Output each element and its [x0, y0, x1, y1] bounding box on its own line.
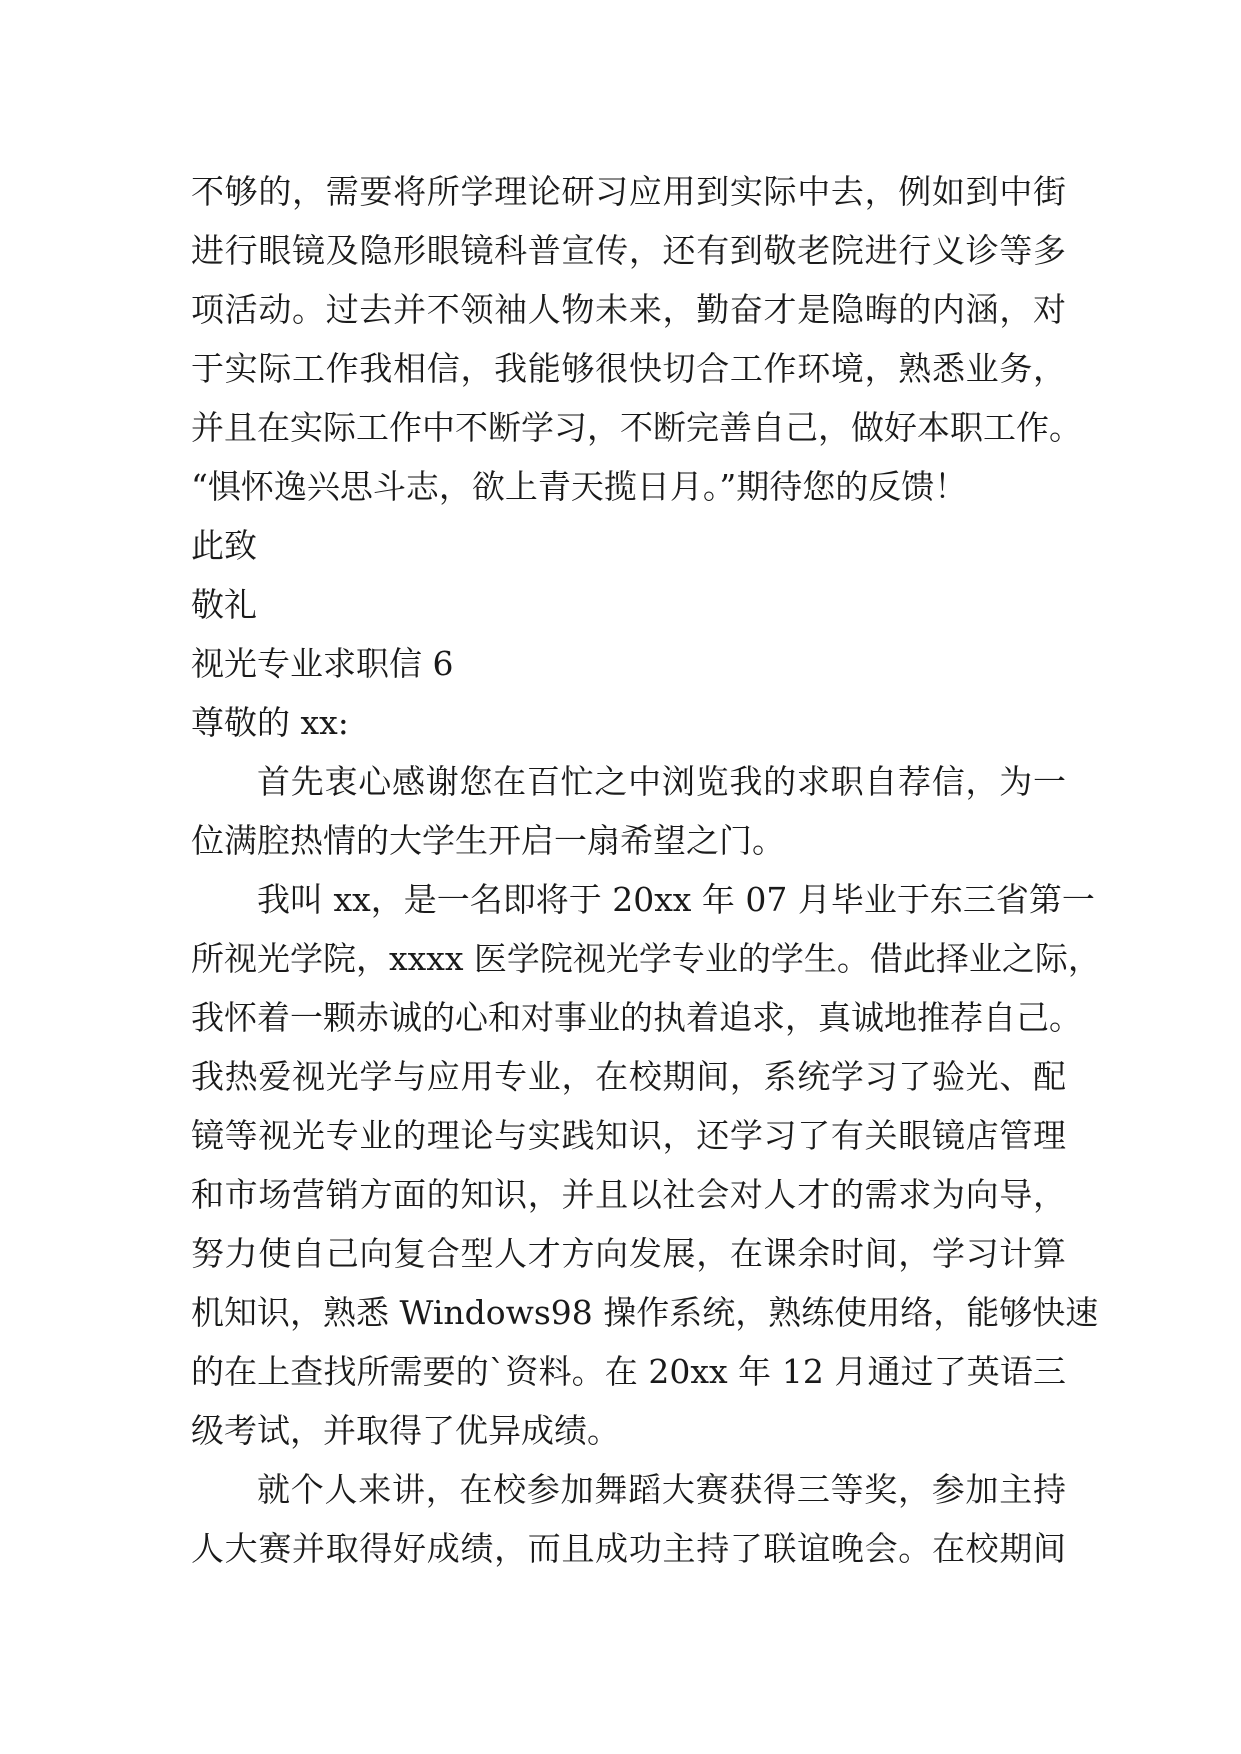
text-line: 级考试，并取得了优异成绩。 — [191, 1411, 620, 1450]
text-line: 我叫 xx，是一名即将于 20xx 年 07 月毕业于东三省第一 — [257, 880, 1095, 919]
text-line: 人大赛并取得好成绩，而且成功主持了联谊晚会。在校期间 — [191, 1529, 1066, 1568]
text-line: 首先衷心感谢您在百忙之中浏览我的求职自荐信，为一 — [257, 762, 1066, 801]
text-line: 的在上查找所需要的`资料。在 20xx 年 12 月通过了英语三 — [191, 1352, 1066, 1391]
text-line: 尊敬的 xx: — [191, 703, 349, 742]
text-line: 敬礼 — [191, 585, 257, 624]
text-line: 就个人来讲，在校参加舞蹈大赛获得三等奖，参加主持 — [257, 1470, 1066, 1509]
text-line: 此致 — [191, 526, 257, 565]
text-line: 努力使自己向复合型人才方向发展，在课余时间，学习计算 — [191, 1234, 1066, 1273]
text-line: 项活动。过去并不领袖人物未来，勤奋才是隐晦的内涵，对 — [191, 290, 1066, 329]
text-line: 和市场营销方面的知识，并且以社会对人才的需求为向导， — [191, 1175, 1066, 1214]
text-line: 进行眼镜及隐形眼镜科普宣传，还有到敬老院进行义诊等多 — [191, 231, 1066, 270]
text-line: 我热爱视光学与应用专业，在校期间，系统学习了验光、配 — [191, 1057, 1066, 1096]
document-body — [191, 162, 1101, 1578]
text-line: “惧怀逸兴思斗志，欲上青天揽日月。”期待您的反馈！ — [191, 467, 968, 506]
text-line: 于实际工作我相信，我能够很快切合工作环境，熟悉业务， — [191, 349, 1066, 388]
text-line: 不够的，需要将所学理论研习应用到实际中去，例如到中街 — [191, 172, 1066, 211]
text-line: 视光专业求职信 6 — [191, 644, 454, 683]
text-line: 并且在实际工作中不断学习，不断完善自己，做好本职工作。 — [191, 408, 1082, 447]
text-line: 机知识，熟悉 Windows98 操作系统，熟练使用络，能够快速 — [191, 1293, 1099, 1332]
text-line: 位满腔热情的大学生开启一扇希望之门。 — [191, 821, 785, 860]
text-line: 镜等视光专业的理论与实践知识，还学习了有关眼镜店管理 — [191, 1116, 1066, 1155]
text-line: 我怀着一颗赤诚的心和对事业的执着追求，真诚地推荐自己。 — [191, 998, 1082, 1037]
text-line: 所视光学院，xxxx 医学院视光学专业的学生。借此择业之际， — [191, 939, 1101, 978]
